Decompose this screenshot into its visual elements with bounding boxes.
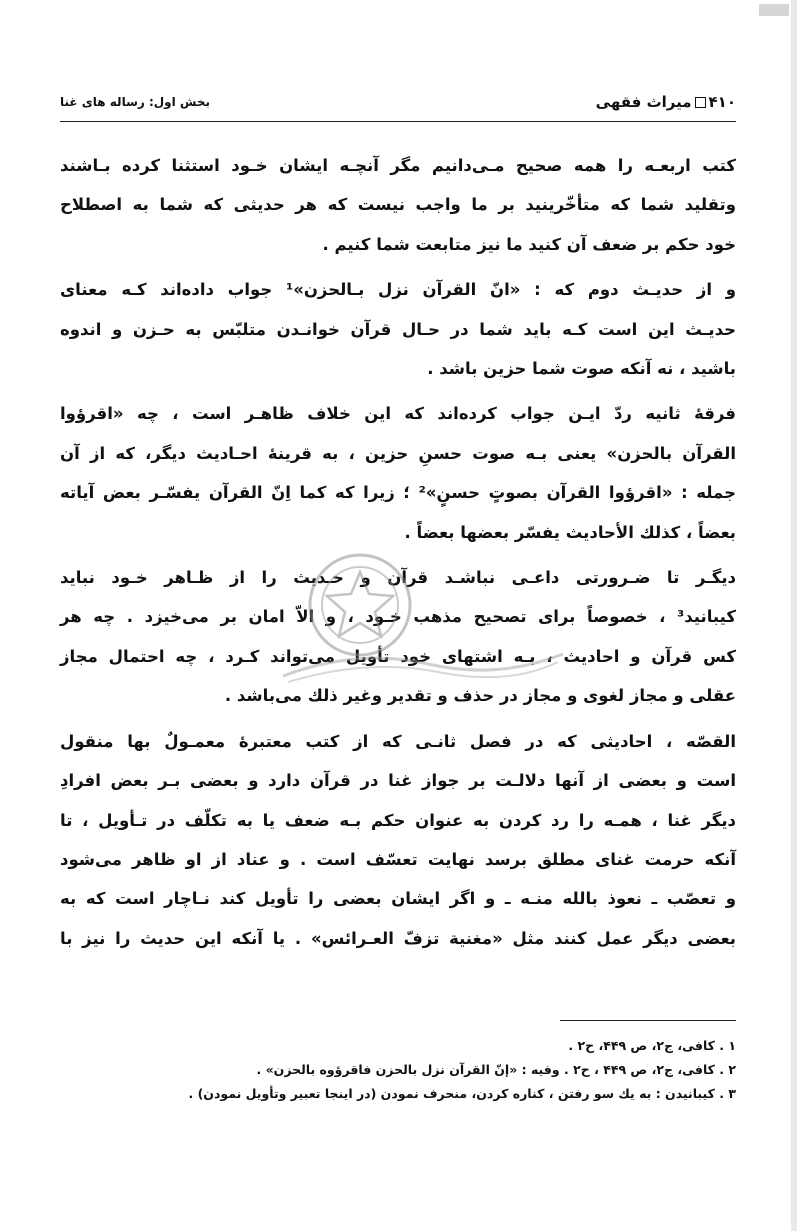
text-line: دیگر غنا ، همـه را رد کردن به عنوان حکم بـه ضعف یا به تکلّف در تـأویل ، تا [60, 810, 736, 830]
library-seal-watermark [305, 550, 415, 660]
text-line: جمله : «اقرؤوا القرآن بصوتٍ حسنٍ»² ؛ زیرا که کما اِنّ القرآن یفسّـر بعض آیاته [60, 483, 736, 503]
separator-box-icon [695, 97, 706, 108]
header-page-title [596, 93, 736, 111]
text-line: بعضی دیگر عمل کنند مثل «مغنیة تزفّ العـرائس» . یا آنکه این حدیث را نیز با [60, 928, 736, 948]
footnotes [60, 1034, 736, 1106]
text-line: کتب اربعـه را همه صحیح مـی‌دانیم مگر آنچـه ایشان خـود استثنا کرده بـاشند [60, 156, 736, 175]
text-line: عقلی و مجاز لغوی و مجاز در حذف و تقدیر وغیر ذلك می‌باشد . [224, 686, 736, 706]
page-edge-shadow [791, 0, 797, 1231]
header-rule [60, 121, 736, 122]
section-title: بخش اول: رساله های غنا [60, 95, 211, 109]
scan-artifact [759, 4, 789, 16]
footnote-2: ٢ . کافی، ج٢، ص ۴۴٩ ، ح٢ . وفیه : «إنّ القرآن نزل بالحزن فاقرؤوه بالحزن» . [256, 1062, 736, 1077]
text-line: بعضاً ، کذلك الأحادیث یفسّر بعضها بعضاً . [404, 522, 736, 542]
footnote-3: ٣ . کیبانیدن : به یك سو رفتن ، کناره کردن، منحرف نمودن (در اینجا تعبیر وتأویل نمودن) . [188, 1086, 736, 1101]
text-line: و تعصّب ـ نعوذ بالله منـه ـ و اگر ایشان بعضی را تأویل کند نـاچار است که به [60, 889, 736, 909]
page-number: ۴۱۰ [708, 93, 736, 111]
text-line: القصّه ، احادیثی که در فصل ثانـی که از کتب معتبرهٔ معمـولٌ بها منقول [60, 731, 736, 751]
text-line: القرآن بالحزن» یعنی بـه صوت حسنِ حزین ، به قرینهٔ احـادیث دیگر، که از آن [60, 443, 736, 463]
text-line: فرقهٔ ثانیه ردّ ایـن جواب کرده‌اند که این خلاف ظاهـر است ، چه «اقرؤوا [60, 404, 736, 424]
text-line: کیبانید³ ، خصوصاً برای تصحیح مذهب خـود ، و الاّ امان بر می‌خیزد . چه هر [60, 607, 736, 627]
running-header [60, 88, 736, 116]
footnote-1: ١ . کافی، ج٢، ص ۴۴٩، ح٢ . [568, 1038, 736, 1053]
text-line: است و بعضی از آنها دلالـت بر جواز غنا در قرآن دارد و بعضی بـر بعض افرادِ [60, 771, 736, 791]
footnote-rule [560, 1020, 736, 1021]
text-line: آنکه حرمت غنای مطلق برسد نهایت تعسّف است . و عناد از او ظاهر می‌شود [60, 849, 736, 869]
library-stamp-watermark [278, 646, 568, 686]
text-line: دیگـر تا ضـرورتی داعـی نباشـد قرآن و حـدیث را از ظـاهر خـود نباید [60, 568, 736, 588]
text-line: خود حکم بر ضعف آن کنید ما نیز متابعت شما کنیم . [322, 234, 736, 254]
text-line: کس قرآن و احادیث ، بـه اشتهای خود تأویل می‌تواند کـرد ، چه احتمال مجاز [60, 646, 736, 666]
text-line: باشید ، نه آنکه صوت شما حزین باشد . [427, 359, 736, 379]
text-line: و از حدیـث دوم که : «انّ القرآن نزل بـالحزن»¹ جواب داده‌اند کـه معنای [60, 280, 736, 300]
text-line: حدیـث این است کـه باید شما در حـال قرآن خوانـدن متلبّس به حـزن و اندوه [60, 319, 736, 339]
text-line: وتقلید شما که متأخّرینید بر ما واجب نیست که هر حدیثی که شما به اصطلاح [60, 195, 736, 215]
book-title: میراث فقهی [595, 93, 692, 111]
